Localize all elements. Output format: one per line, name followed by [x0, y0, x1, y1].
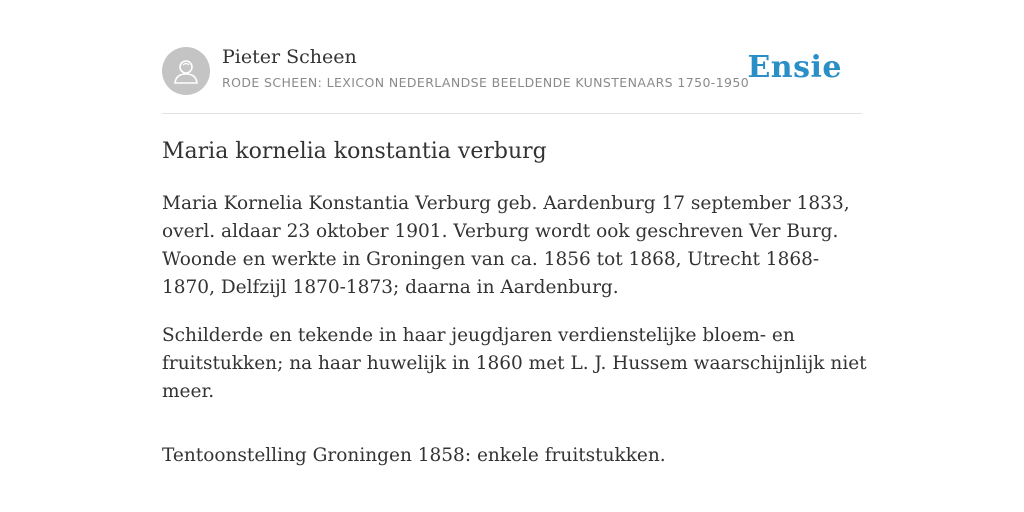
author-avatar[interactable]: [162, 47, 210, 95]
user-icon: [172, 57, 200, 85]
paragraph: Tentoonstelling Groningen 1858: enkele fruitstukken.: [162, 445, 666, 466]
article-header: [162, 0, 862, 114]
paragraph: Schilderde en tekende in haar jeugdjaren verdienstelijke bloem- en fruitstukken; na haar huwelijk in 1860 met L. J. Hussem waarschijnlijk niet meer.: [162, 325, 867, 402]
article-body: [162, 190, 867, 490]
article-title: Maria kornelia konstantia verburg: [162, 139, 547, 164]
author-name[interactable]: Pieter Scheen: [222, 46, 357, 68]
article-card: [162, 0, 867, 466]
ensie-logo[interactable]: Ensie: [747, 50, 842, 85]
paragraph: Maria Kornelia Konstantia Verburg geb. Aardenburg 17 september 1833, overl. aldaar 23 oktober 1901. Verburg wordt ook geschreven Ver Burg. Woonde en werkte in Groningen van ca. 1856 tot 1868, Utrecht 1868-1870, Delfzijl 1870-1873; daarna in Aardenburg.: [162, 193, 850, 298]
source-name[interactable]: RODE SCHEEN: LEXICON NEDERLANDSE BEELDENDE KUNSTENAARS 1750-1950: [222, 75, 750, 90]
